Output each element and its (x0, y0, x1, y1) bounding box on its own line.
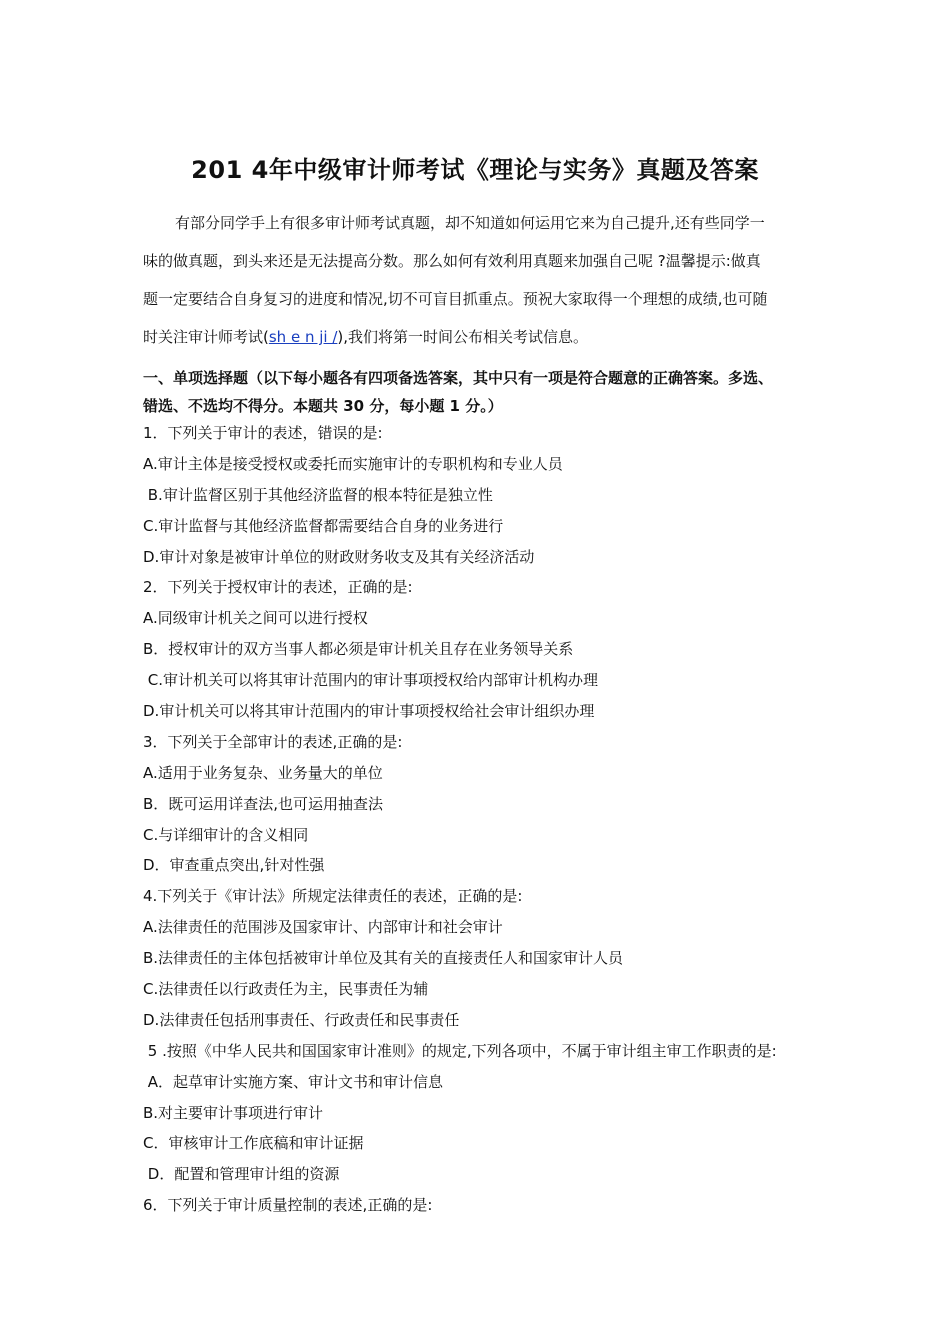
option-line: B．授权审计的双方当事人都必须是审计机关且存在业务领导关系 (143, 640, 574, 659)
website-link[interactable]: sh e n ji / (268, 328, 338, 346)
question-line: 6．下列关于审计质量控制的表述,正确的是: (143, 1196, 433, 1215)
section-heading-line: 一、单项选择题（以下每小题各有四项备选答案，其中只有一项是符合题意的正确答案。多选、 (143, 369, 774, 387)
question-list (143, 418, 823, 1221)
intro-paragraph (143, 204, 813, 356)
option-line: C.与详细审计的含义相同 (143, 825, 309, 844)
question-line: 4.下列关于《审计法》所规定法律责任的表述，正确的是: (143, 887, 523, 906)
question-line: 3．下列关于全部审计的表述,正确的是: (143, 732, 403, 751)
option-line: B.法律责任的主体包括被审计单位及其有关的直接责任人和国家审计人员 (143, 949, 624, 968)
document-title: 201 4年中级审计师考试《理论与实务》真题及答案 (191, 156, 759, 184)
option-line: C.审计机关可以将其审计范围内的审计事项授权给内部审计机构办理 (143, 671, 599, 690)
question-line: 2．下列关于授权审计的表述，正确的是: (143, 578, 413, 597)
intro-line: 有部分同学手上有很多审计师考试真题，却不知道如何运用它来为自己提升,还有些同学一 (175, 214, 765, 232)
option-line: C．审核审计工作底稿和审计证据 (143, 1134, 364, 1153)
section-heading-line: 错选、不选均不得分。本题共 30 分，每小题 1 分。） (143, 397, 503, 415)
option-line: B．既可运用详查法,也可运用抽查法 (143, 794, 384, 813)
option-line: A.审计主体是接受授权或委托而实施审计的专职机构和专业人员 (143, 454, 563, 473)
option-line: B.审计监督区别于其他经济监督的根本特征是独立性 (143, 485, 493, 504)
intro-line: 味的做真题，到头来还是无法提高分数。那么如何有效利用真题来加强自己呢 ?温馨提示:做真 (143, 252, 761, 270)
intro-line (143, 318, 813, 356)
option-line: C.法律责任以行政责任为主，民事责任为辅 (143, 980, 429, 999)
intro-text: 时关注审计师考试( (143, 328, 269, 346)
section-heading (143, 364, 823, 420)
option-line: C.审计监督与其他经济监督都需要结合自身的业务进行 (143, 516, 504, 535)
intro-line: 题一定要结合自身复习的进度和情况,切不可盲目抓重点。预祝大家取得一个理想的成绩,也可随 (143, 290, 768, 308)
question-line: 5 .按照《中华人民共和国国家审计准则》的规定,下列各项中，不属于审计组主审工作职责的是: (143, 1041, 777, 1060)
option-line: D.审计机关可以将其审计范围内的审计事项授权给社会审计组织办理 (143, 702, 595, 721)
option-line: B.对主要审计事项进行审计 (143, 1103, 324, 1122)
option-line: A．起草审计实施方案、审计文书和审计信息 (143, 1072, 444, 1091)
option-line: A.同级审计机关之间可以进行授权 (143, 609, 368, 628)
option-line: D.法律责任包括刑事责任、行政责任和民事责任 (143, 1010, 460, 1029)
intro-text: ),我们将第一时间公布相关考试信息。 (337, 328, 589, 346)
option-line: D．配置和管理审计组的资源 (143, 1165, 340, 1184)
option-line: A.法律责任的范围涉及国家审计、内部审计和社会审计 (143, 918, 503, 937)
option-line: D．审查重点突出,针对性强 (143, 856, 325, 875)
option-line: A.适用于业务复杂、业务量大的单位 (143, 763, 383, 782)
option-line: D.审计对象是被审计单位的财政财务收支及其有关经济活动 (143, 547, 535, 566)
question-line: 1．下列关于审计的表述，错误的是: (143, 424, 383, 442)
